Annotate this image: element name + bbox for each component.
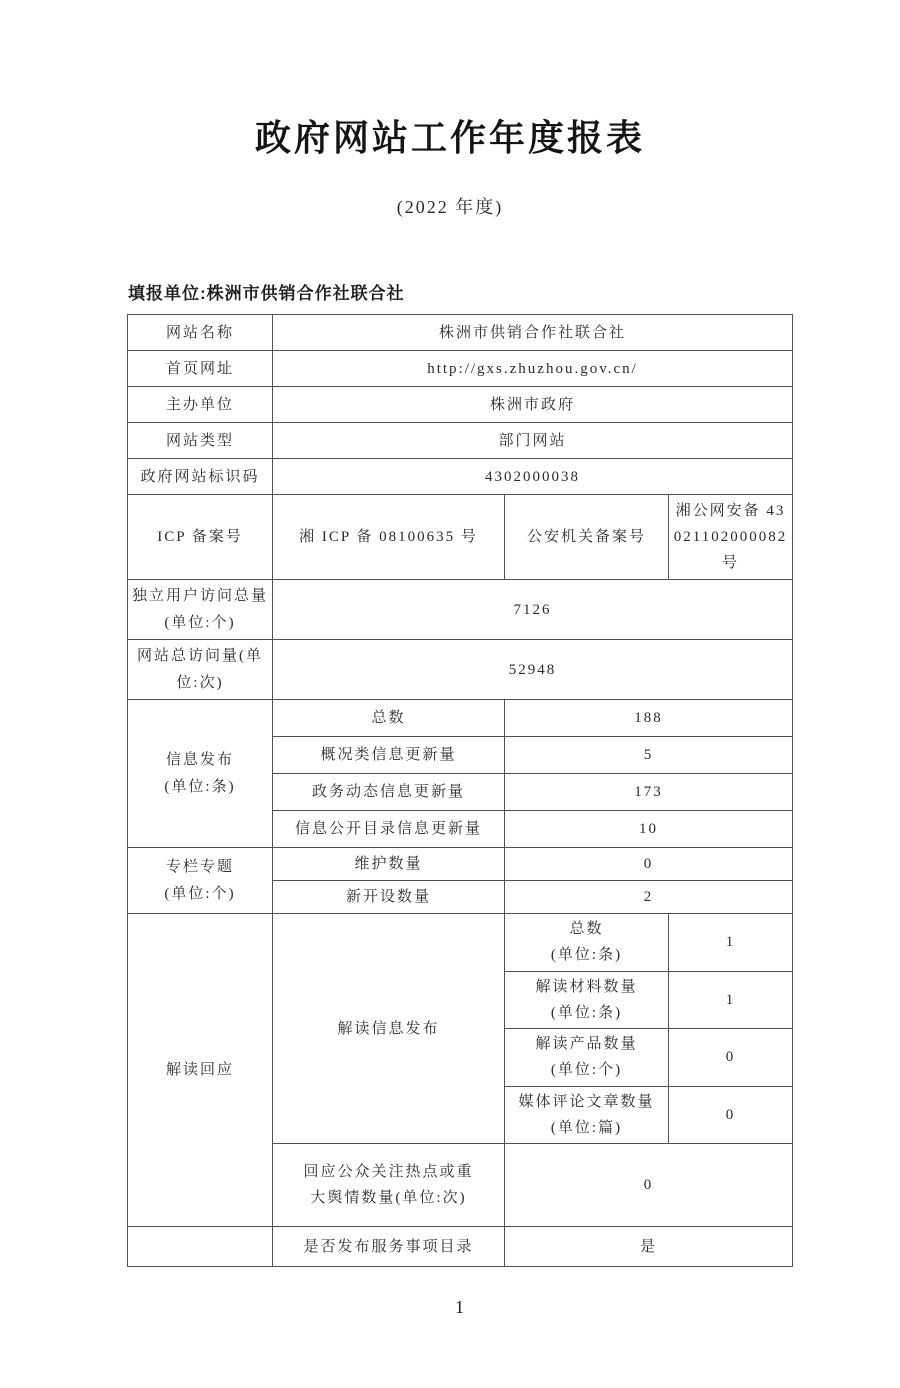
table-row — [128, 315, 793, 351]
home-url-value: http://gxs.zhuzhou.gov.cn/ — [273, 351, 793, 387]
icp-value: 湘 ICP 备 08100635 号 — [273, 495, 505, 580]
site-name-label: 网站名称 — [128, 315, 273, 351]
service-catalog-value: 是 — [505, 1227, 793, 1267]
special-topics-section-label — [128, 848, 273, 914]
empty-cell — [128, 1227, 273, 1267]
total-visits-value: 52948 — [273, 640, 793, 700]
table-row — [128, 459, 793, 495]
info-overview-label: 概况类信息更新量 — [273, 737, 505, 774]
info-catalog-value: 10 — [505, 811, 793, 848]
maintain-count-label: 维护数量 — [273, 848, 505, 881]
table-row — [128, 387, 793, 423]
filing-unit-line: 填报单位:株洲市供销合作社联合社 — [128, 284, 405, 304]
unique-visitors-label: 独立用户访问总量(单位:个) — [128, 580, 273, 640]
site-name-value: 株洲市供销合作社联合社 — [273, 315, 793, 351]
special-topics-row — [128, 848, 793, 881]
sponsor-value: 株洲市政府 — [273, 387, 793, 423]
info-overview-value: 5 — [505, 737, 793, 774]
site-code-value: 4302000038 — [273, 459, 793, 495]
site-code-label: 政府网站标识码 — [128, 459, 273, 495]
site-type-label: 网站类型 — [128, 423, 273, 459]
page-number: 1 — [455, 1297, 464, 1318]
annual-report-table — [127, 314, 793, 1267]
new-open-count-label: 新开设数量 — [273, 881, 505, 914]
service-row — [128, 1227, 793, 1267]
info-dynamics-label: 政务动态信息更新量 — [273, 774, 505, 811]
interp-product-value: 0 — [669, 1029, 793, 1087]
police-filing-value: 湘公网安备 43021102000082 号 — [669, 495, 793, 580]
info-publish-section-label — [128, 700, 273, 848]
section-label-text: 专栏专题 — [165, 859, 234, 876]
maintain-count-value: 0 — [505, 848, 793, 881]
home-url-label: 首页网址 — [128, 351, 273, 387]
info-catalog-label: 信息公开目录信息更新量 — [273, 811, 505, 848]
service-catalog-label: 是否发布服务事项目录 — [273, 1227, 505, 1267]
info-publish-row — [128, 700, 793, 737]
interp-media-label: 媒体评论文章数量 (单位:篇) — [505, 1086, 669, 1144]
response-label: 回应公众关注热点或重大舆情数量(单位:次) — [273, 1144, 505, 1227]
section-label-text: 信息发布 — [165, 752, 234, 769]
info-total-label: 总数 — [273, 700, 505, 737]
sponsor-label: 主办单位 — [128, 387, 273, 423]
interp-media-value: 0 — [669, 1086, 793, 1144]
new-open-count-value: 2 — [505, 881, 793, 914]
interpretation-publish-label: 解读信息发布 — [273, 914, 505, 1144]
info-total-value: 188 — [505, 700, 793, 737]
table-row — [128, 351, 793, 387]
interpretation-section-label: 解读回应 — [128, 914, 273, 1227]
interp-material-value: 1 — [669, 971, 793, 1029]
section-label-unit: (单位:条) — [164, 778, 236, 795]
interp-total-value: 1 — [669, 914, 793, 972]
interp-total-label: 总数 (单位:条) — [505, 914, 669, 972]
interp-product-label: 解读产品数量 (单位:个) — [505, 1029, 669, 1087]
interp-material-label: 解读材料数量 (单位:条) — [505, 971, 669, 1029]
interpretation-row — [128, 914, 793, 972]
unique-visitors-value: 7126 — [273, 580, 793, 640]
document-page — [0, 116, 900, 1388]
table-row — [128, 640, 793, 700]
icp-label: ICP 备案号 — [128, 495, 273, 580]
page-subtitle: (2022 年度) — [396, 197, 504, 218]
table-row — [128, 580, 793, 640]
police-filing-label: 公安机关备案号 — [505, 495, 669, 580]
response-value: 0 — [505, 1144, 793, 1227]
info-dynamics-value: 173 — [505, 774, 793, 811]
total-visits-label: 网站总访问量(单位:次) — [128, 640, 273, 700]
site-type-value: 部门网站 — [273, 423, 793, 459]
page-title: 政府网站工作年度报表 — [254, 117, 645, 158]
icp-row — [128, 495, 793, 580]
section-label-unit: (单位:个) — [164, 885, 236, 902]
table-row — [128, 423, 793, 459]
